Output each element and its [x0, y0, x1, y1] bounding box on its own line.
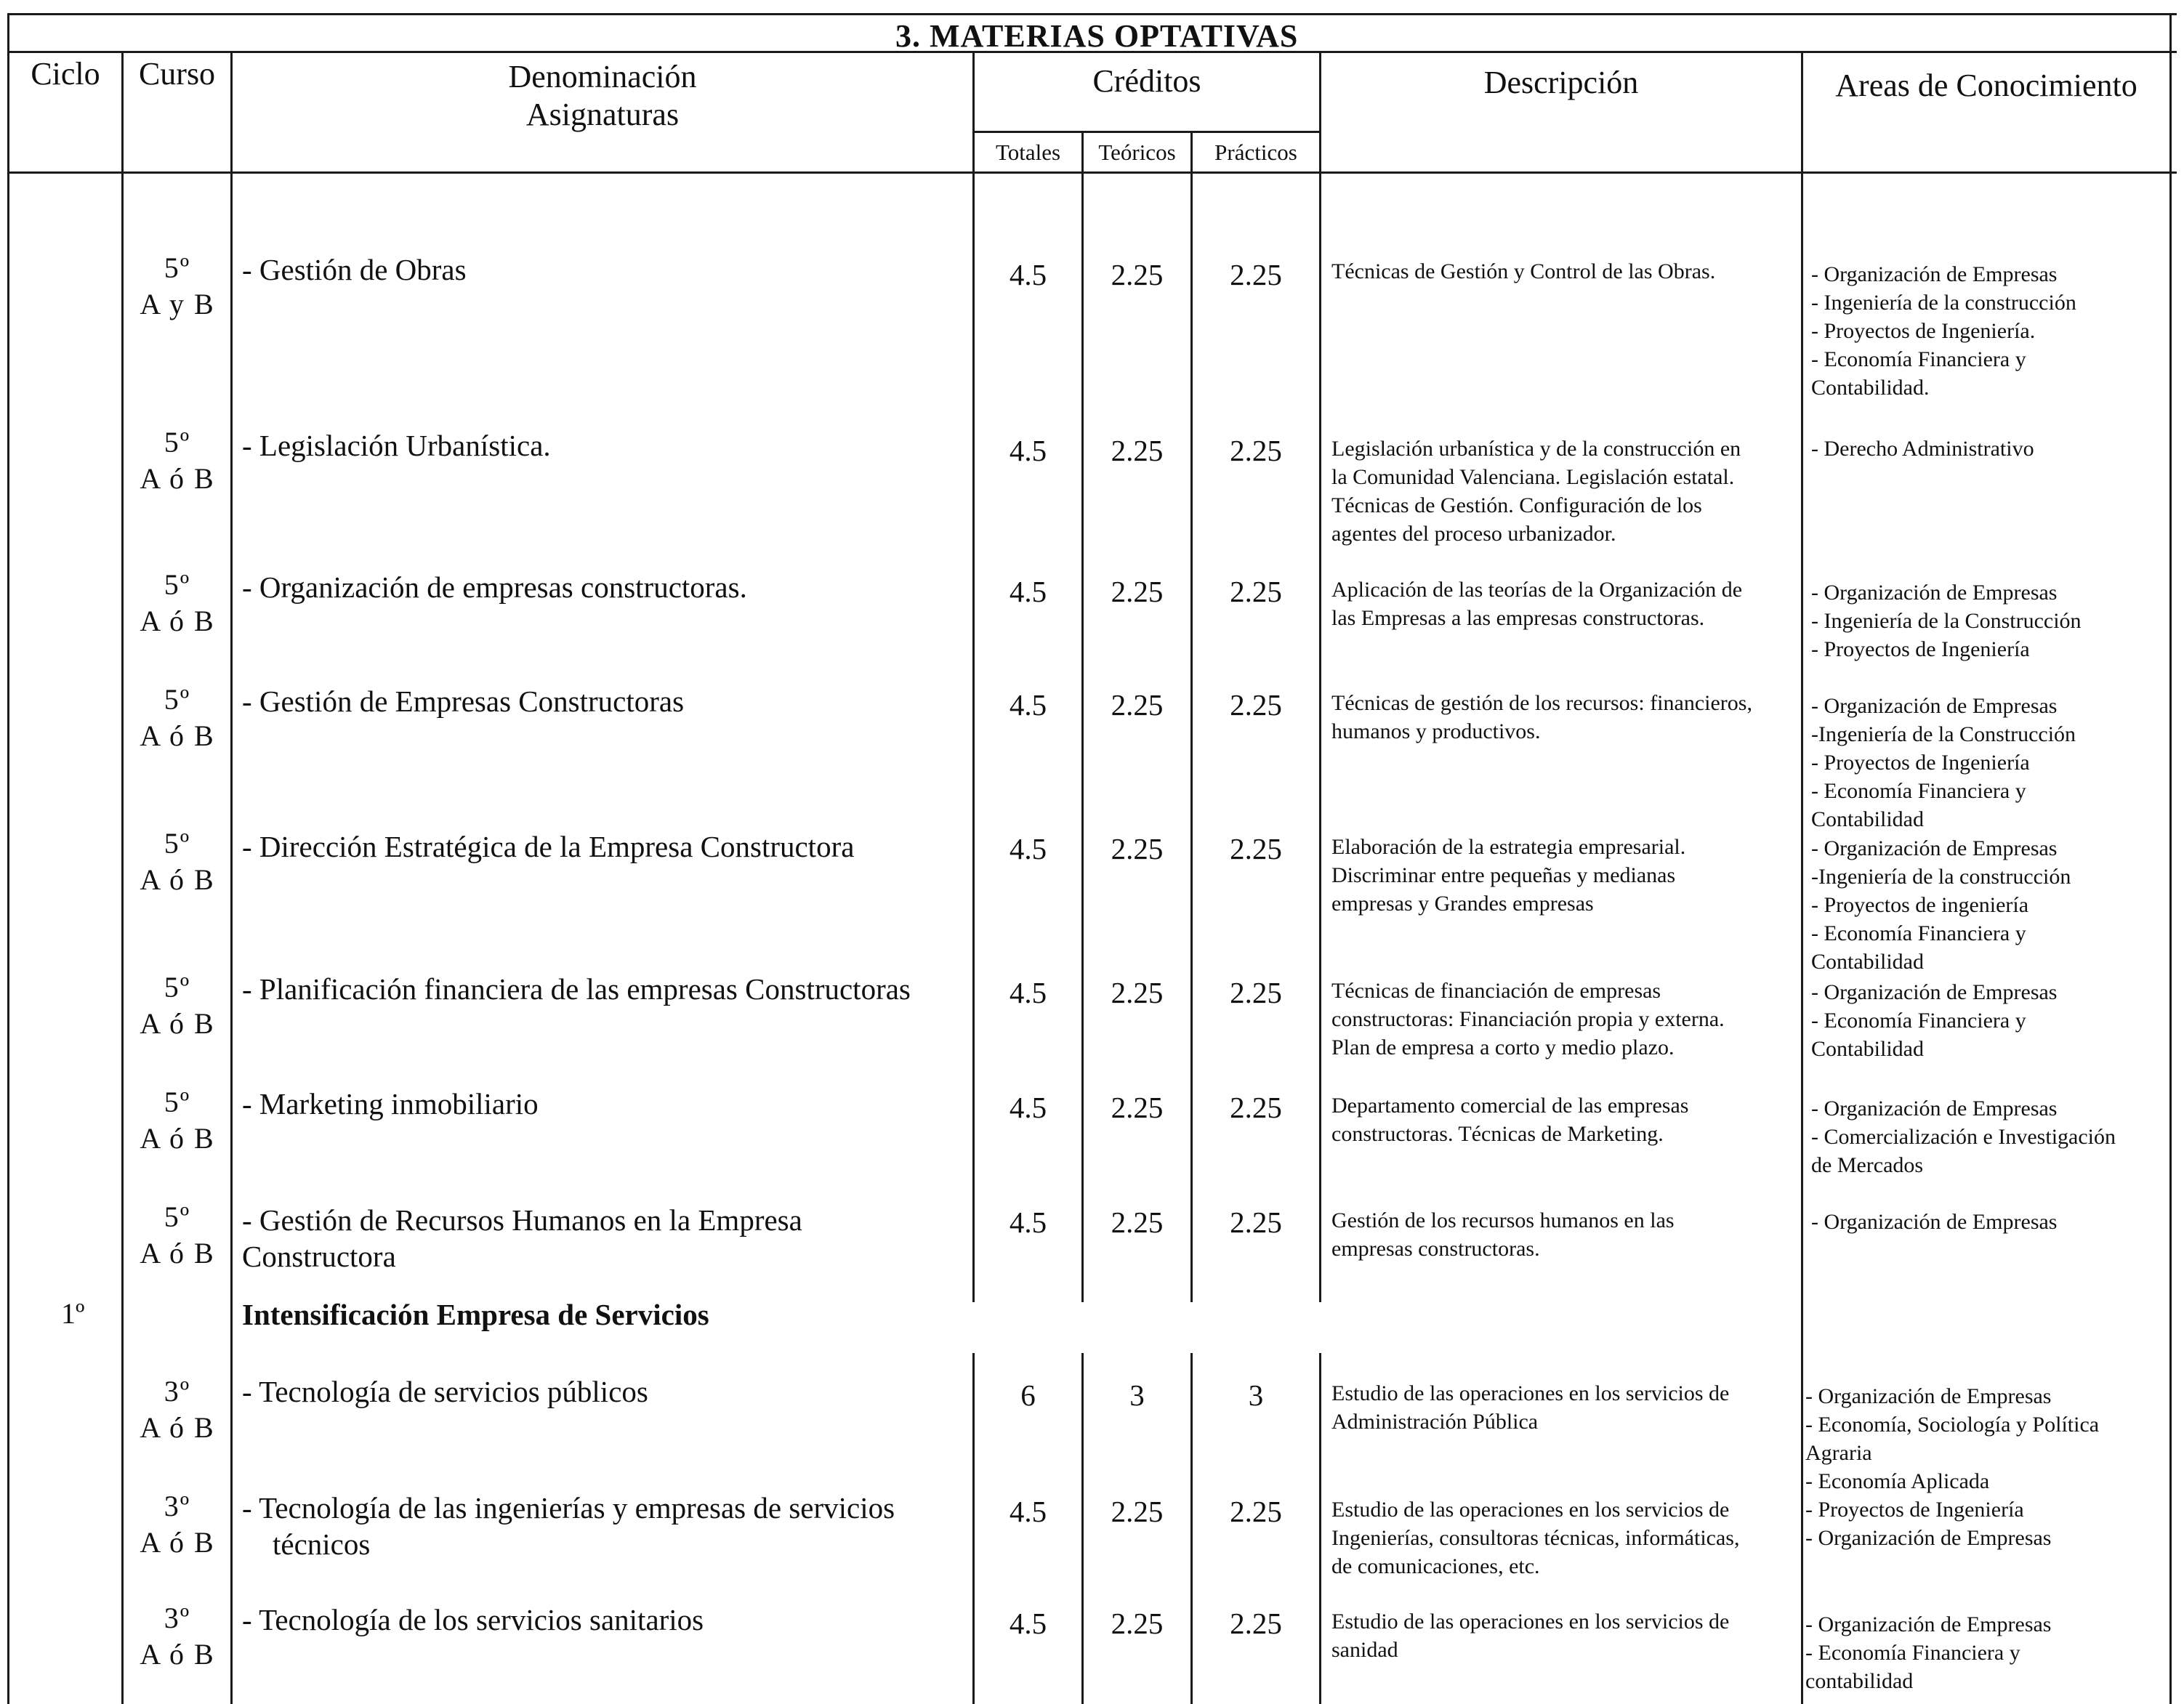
- row-6-areas: - Organización de Empresas - Economía Financiera y Contabilidad: [1811, 980, 2058, 1061]
- row-3-curso: 5º A ó B: [140, 568, 215, 637]
- left-border: [7, 13, 9, 1704]
- row-5-curso: 5º A ó B: [140, 827, 215, 896]
- row-9-practicos: 3: [1248, 1378, 1264, 1412]
- row-3-name: - Organización de empresas constructoras.: [242, 570, 747, 604]
- row-10-descripcion: Estudio de las operaciones en los servicios de Ingenierías, consultoras técnicas, informáticas, de comunicaciones, etc.: [1331, 1498, 1740, 1578]
- row-2-practicos: 2.25: [1230, 434, 1282, 467]
- header-denominacion-line2: Asignaturas: [525, 97, 680, 132]
- row-1-totales: 4.5: [1009, 258, 1047, 291]
- table-title: 3. MATERIAS OPTATIVAS: [895, 18, 1299, 54]
- row-1-practicos: 2.25: [1230, 258, 1282, 291]
- row-10-curso: 3º A ó B: [140, 1490, 215, 1559]
- row-2-areas: - Derecho Administrativo: [1811, 437, 2034, 461]
- row-2-totales: 4.5: [1009, 434, 1047, 467]
- row-7-name: - Marketing inmobiliario: [242, 1087, 539, 1120]
- row-6-practicos: 2.25: [1230, 976, 1282, 1009]
- header-teoricos: Teóricos: [1098, 140, 1176, 165]
- row-4-practicos: 2.25: [1230, 688, 1282, 722]
- row-10-totales: 4.5: [1009, 1495, 1047, 1528]
- header-totales: Totales: [995, 140, 1061, 165]
- row-6-teoricos: 2.25: [1111, 976, 1164, 1009]
- row-2-curso: 5º A ó B: [140, 426, 215, 495]
- row-8-teoricos: 2.25: [1111, 1206, 1164, 1239]
- row-11-areas: - Organización de Empresas - Economía Financiera y contabilidad: [1805, 1612, 2052, 1693]
- row-8-practicos: 2.25: [1230, 1206, 1282, 1239]
- top-border: [7, 13, 2177, 15]
- row-6-name: - Planificación financiera de las empresas Constructoras: [242, 972, 911, 1006]
- row-9-teoricos: 3: [1129, 1378, 1145, 1412]
- row-11-totales: 4.5: [1009, 1607, 1047, 1640]
- row-11-name: - Tecnología de los servicios sanitarios: [242, 1603, 704, 1636]
- row-6-curso: 5º A ó B: [140, 971, 215, 1040]
- row-7-descripcion: Departamento comercial de las empresas constructoras. Técnicas de Marketing.: [1331, 1094, 1689, 1146]
- row-9-curso: 3º A ó B: [140, 1375, 215, 1444]
- row-1-curso: 5º A y B: [140, 251, 215, 320]
- row-5-teoricos: 2.25: [1111, 832, 1164, 865]
- row-8-name: - Gestión de Recursos Humanos en la Empresa Constructora: [242, 1203, 802, 1273]
- header-curso: Curso: [138, 56, 216, 92]
- row-2-name: - Legislación Urbanística.: [242, 429, 551, 462]
- col-line-creditos: [1319, 51, 1321, 1302]
- row-1-descripcion: Técnicas de Gestión y Control de las Obras.: [1331, 259, 1716, 283]
- row-8-curso: 5º A ó B: [140, 1200, 215, 1269]
- right-border: [2169, 13, 2172, 1704]
- row-5-totales: 4.5: [1009, 832, 1047, 865]
- row-11-practicos: 2.25: [1230, 1607, 1282, 1640]
- row-4-curso: 5º A ó B: [140, 683, 215, 752]
- row-7-teoricos: 2.25: [1111, 1091, 1164, 1124]
- row-9-areas: - Organización de Empresas - Economía, Sociología y Política Agraria - Economía Aplicada - Proyectos de Ingeniería - Organización de Empresas: [1805, 1384, 2100, 1550]
- row-1-name: - Gestión de Obras: [242, 253, 467, 286]
- row-9-descripcion: Estudio de las operaciones en los servicios de Administración Pública: [1331, 1381, 1730, 1434]
- row-7-totales: 4.5: [1009, 1091, 1047, 1124]
- row-4-descripcion: Técnicas de gestión de los recursos: financieros, humanos y productivos.: [1331, 691, 1752, 743]
- row-4-totales: 4.5: [1009, 688, 1047, 722]
- row-1-teoricos: 2.25: [1111, 258, 1164, 291]
- creditos-subheader-line: [972, 131, 1319, 133]
- col-line-descripcion: [1801, 51, 1803, 1704]
- row-5-descripcion: Elaboración de la estrategia empresarial. Discriminar entre pequeñas y medianas empresas y Grandes empresas: [1331, 835, 1686, 916]
- row-2-teoricos: 2.25: [1111, 434, 1164, 467]
- row-2-descripcion: Legislación urbanística y de la construcción en la Comunidad Valenciana. Legislación estatal. Técnicas de Gestión. Configuración de los agentes del proceso urbanizador.: [1331, 437, 1741, 546]
- col-line-curso: [230, 51, 233, 1704]
- row-11-curso: 3º A ó B: [140, 1602, 215, 1671]
- row-3-descripcion: Aplicación de las teorías de la Organización de las Empresas a las empresas constructoras.: [1331, 578, 1743, 630]
- row-6-descripcion: Técnicas de financiación de empresas constructoras: Financiación propia y externa. Plan de empresa a corto y medio plazo.: [1331, 979, 1725, 1059]
- row-11-descripcion: Estudio de las operaciones en los servicios de sanidad: [1331, 1610, 1730, 1662]
- header-bottom-line: [7, 171, 2177, 174]
- row-3-totales: 4.5: [1009, 575, 1047, 608]
- col-line-ciclo: [121, 51, 124, 1704]
- row-4-teoricos: 2.25: [1111, 688, 1164, 722]
- row-10-teoricos: 2.25: [1111, 1495, 1164, 1528]
- row-3-teoricos: 2.25: [1111, 575, 1164, 608]
- header-practicos: Prácticos: [1214, 140, 1297, 165]
- row-11-teoricos: 2.25: [1111, 1607, 1164, 1640]
- row-5-name: - Dirección Estratégica de la Empresa Constructora: [242, 830, 855, 863]
- ciclo-value: 1º: [61, 1297, 85, 1330]
- row-6-totales: 4.5: [1009, 976, 1047, 1009]
- row-4-areas: - Organización de Empresas -Ingeniería de la Construcción - Proyectos de Ingeniería - Economía Financiera y Contabilidad: [1811, 694, 2076, 831]
- row-5-practicos: 2.25: [1230, 832, 1282, 865]
- header-descripcion: Descripción: [1483, 65, 1639, 100]
- row-9-totales: 6: [1020, 1378, 1036, 1412]
- row-10-name: - Tecnología de las ingenierías y empresas de servicios técnicos: [242, 1491, 895, 1561]
- row-10-practicos: 2.25: [1230, 1495, 1282, 1528]
- row-8-descripcion: Gestión de los recursos humanos en las empresas constructoras.: [1331, 1208, 1675, 1261]
- row-7-practicos: 2.25: [1230, 1091, 1282, 1124]
- header-areas: Areas de Conocimiento: [1835, 68, 2137, 103]
- section-title: Intensificación Empresa de Servicios: [242, 1298, 709, 1331]
- row-1-areas: - Organización de Empresas - Ingeniería de la construcción - Proyectos de Ingeniería. - Economía Financiera y Contabilidad.: [1811, 262, 2076, 400]
- row-5-areas: - Organización de Empresas -Ingeniería de la construcción - Proyectos de ingeniería - Economía Financiera y Contabilidad: [1811, 836, 2071, 974]
- header-denominacion-line1: Denominación: [508, 59, 697, 94]
- row-9-name: - Tecnología de servicios públicos: [242, 1375, 648, 1408]
- col-line-creditos-lower: [1319, 1353, 1321, 1704]
- row-7-curso: 5º A ó B: [140, 1086, 215, 1155]
- row-3-areas: - Organización de Empresas - Ingeniería de la Construcción - Proyectos de Ingeniería: [1811, 581, 2082, 661]
- header-creditos: Créditos: [1092, 63, 1201, 99]
- row-8-totales: 4.5: [1009, 1206, 1047, 1239]
- row-8-areas: - Organización de Empresas: [1811, 1210, 2058, 1234]
- row-4-name: - Gestión de Empresas Constructoras: [242, 685, 685, 718]
- header-ciclo: Ciclo: [31, 56, 100, 92]
- row-7-areas: - Organización de Empresas - Comercialización e Investigación de Mercados: [1811, 1097, 2116, 1177]
- row-3-practicos: 2.25: [1230, 575, 1282, 608]
